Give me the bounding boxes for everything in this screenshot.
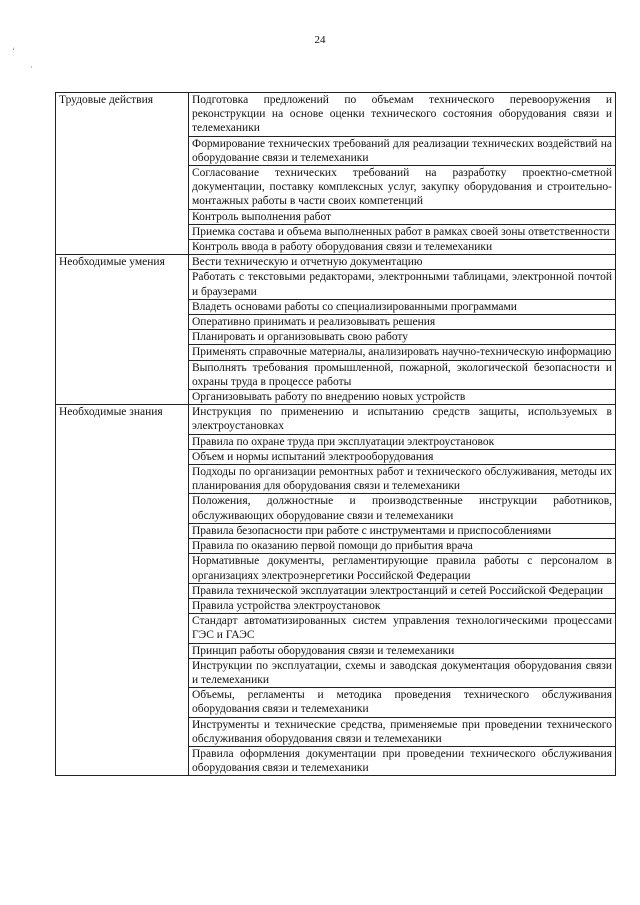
category-cell: Трудовые действия — [56, 93, 189, 255]
table-cell: Принцип работы оборудования связи и телемеханики — [189, 643, 616, 658]
table-cell: Оперативно принимать и реализовывать решения — [189, 315, 616, 330]
table-cell: Организовывать работу по внедрению новых устройств — [189, 390, 616, 405]
table-cell: Объем и нормы испытаний электрооборудования — [189, 449, 616, 464]
table-cell: Работать с текстовыми редакторами, электронными таблицами, электронной почтой и браузерами — [189, 270, 616, 299]
table-cell: Формирование технических требований для реализации технических воздействий на оборудование связи и телемеханики — [189, 136, 616, 165]
table-cell: Контроль ввода в работу оборудования связи и телемеханики — [189, 240, 616, 255]
table-cell: Объемы, регламенты и методика проведения технического обслуживания оборудования связи и телемеханики — [189, 688, 616, 717]
table-cell: Инструкция по применению и испытанию средств защиты, используемых в электроустановках — [189, 405, 616, 434]
table-cell: Положения, должностные и производственные инструкции работников, обслуживающих оборудование связи и телемеханики — [189, 494, 616, 523]
scan-mark: · — [30, 62, 33, 72]
table-cell: Правила оформления документации при проведении технического обслуживания оборудования связи и телемеханики — [189, 746, 616, 775]
table-cell: Стандарт автоматизированных систем управления технологическими процессами ГЭС и ГАЭС — [189, 614, 616, 643]
table-cell: Выполнять требования промышленной, пожарной, экологической безопасности и охраны труда в процессе работы — [189, 360, 616, 389]
table-cell: Инструкции по эксплуатации, схемы и заводская документация оборудования связи и телемеханики — [189, 658, 616, 687]
table-cell: Применять справочные материалы, анализировать научно-техническую информацию — [189, 345, 616, 360]
table-cell: Инструменты и технические средства, применяемые при проведении технического обслуживания оборудования связи и телемеханики — [189, 717, 616, 746]
category-cell: Необходимые умения — [56, 255, 189, 405]
table-cell: Контроль выполнения работ — [189, 209, 616, 224]
requirements-table — [55, 92, 616, 776]
table-row — [56, 405, 616, 434]
table-cell: Вести техническую и отчетную документацию — [189, 255, 616, 270]
scan-mark: ‘ — [12, 46, 15, 56]
table-cell: Правила по оказанию первой помощи до прибытия врача — [189, 539, 616, 554]
table-cell: Правила устройства электроустановок — [189, 598, 616, 613]
table-cell: Подходы по организации ремонтных работ и технического обслуживания, методы их планирования для оборудования связи и телемеханики — [189, 465, 616, 494]
table-cell: Правила технической эксплуатации электростанций и сетей Российской Федерации — [189, 583, 616, 598]
table-cell: Подготовка предложений по объемам технического перевооружения и реконструкции на основе оценки технического состояния оборудования связи и телемеханики — [189, 93, 616, 137]
table-cell: Правила безопасности при работе с инструментами и приспособлениями — [189, 523, 616, 538]
table-cell: Согласование технических требований на разработку проектно-сметной документации, поставку комплексных услуг, закупку оборудования и строительно-монтажных работы в части своих компетенций — [189, 166, 616, 210]
table-cell: Приемка состава и объема выполненных работ в рамках своей зоны ответственности — [189, 224, 616, 239]
table-cell: Владеть основами работы со специализированными программами — [189, 299, 616, 314]
table-row — [56, 93, 616, 137]
table-cell: Нормативные документы, регламентирующие правила работы с персоналом в организациях электроэнергетики Российской Федерации — [189, 554, 616, 583]
page-number: 24 — [314, 34, 326, 46]
table-cell: Правила по охране труда при эксплуатации электроустановок — [189, 434, 616, 449]
table-row — [56, 255, 616, 270]
category-cell: Необходимые знания — [56, 405, 189, 776]
table-cell: Планировать и организовывать свою работу — [189, 330, 616, 345]
